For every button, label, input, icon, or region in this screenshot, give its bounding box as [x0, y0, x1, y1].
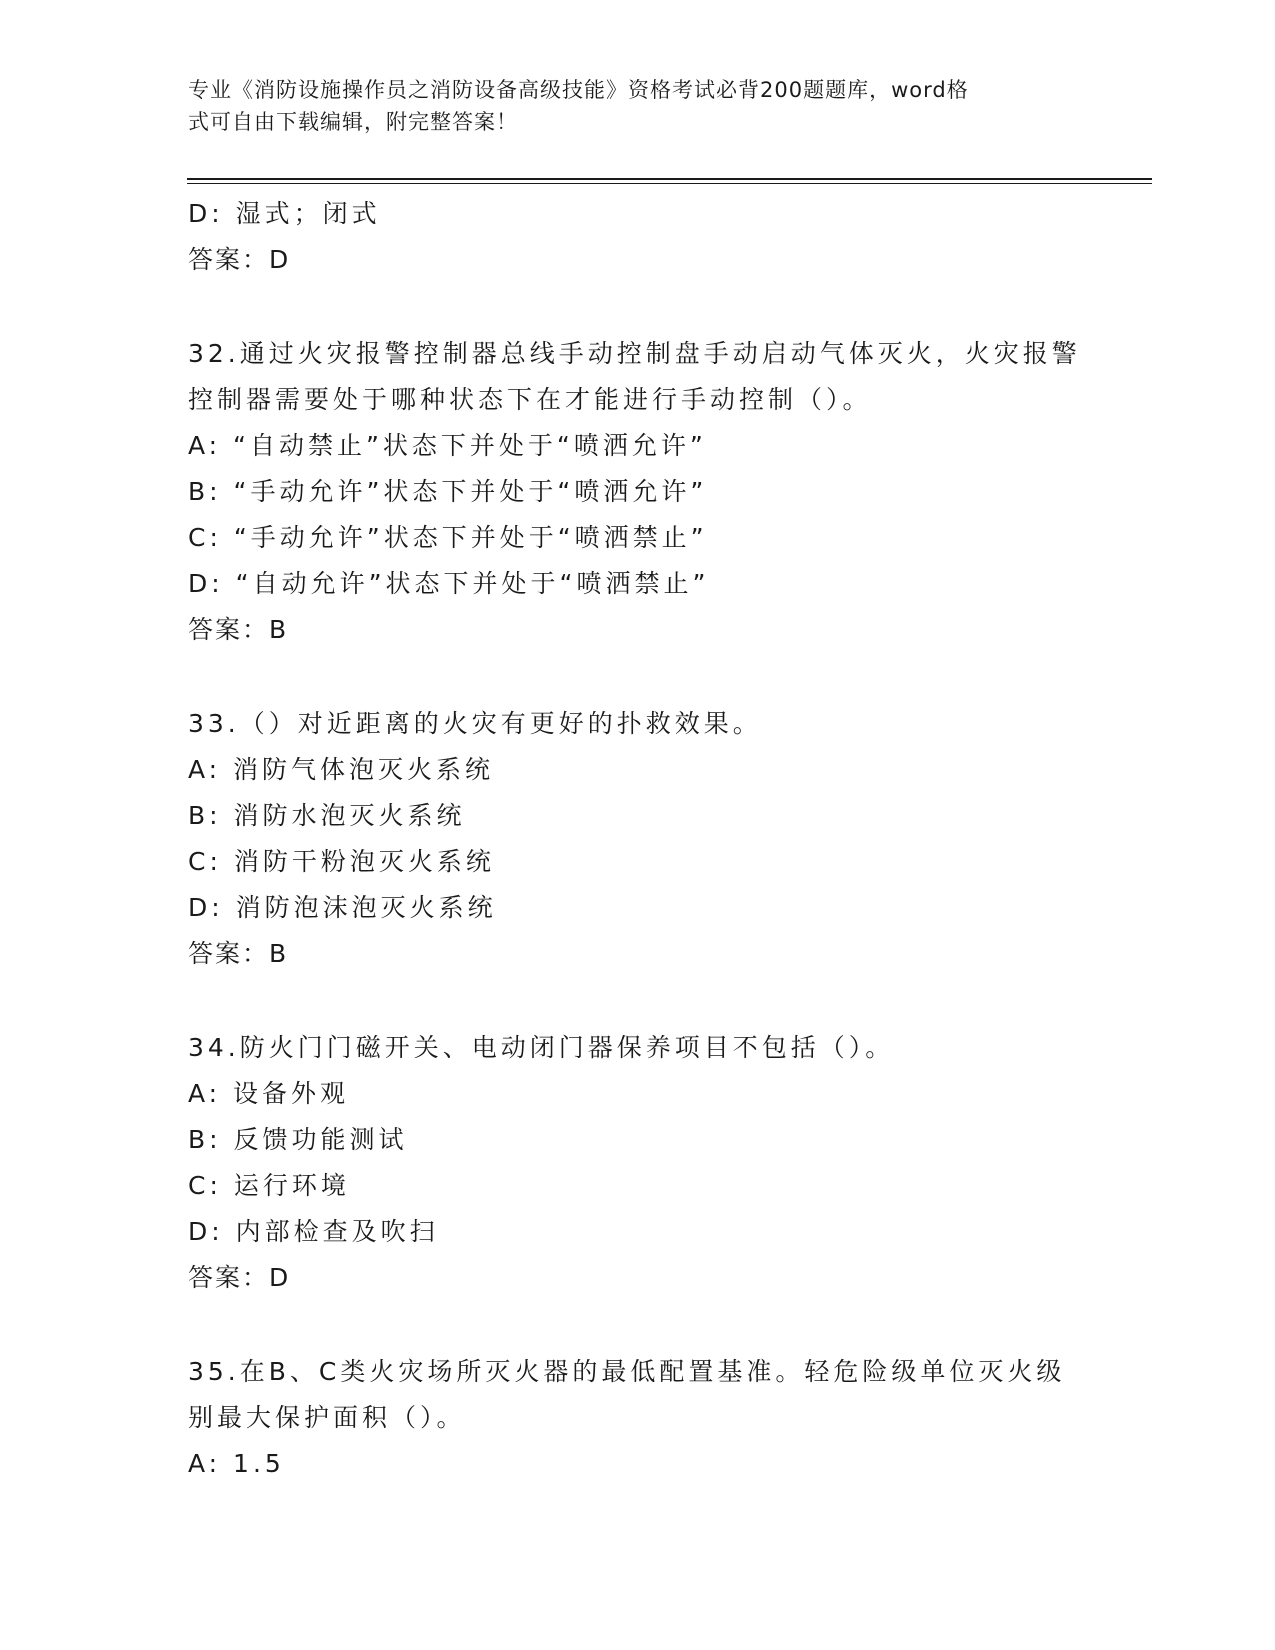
spacer — [188, 977, 1088, 1025]
answer-line: 答案：D — [188, 245, 291, 274]
header-divider-thin — [187, 183, 1152, 184]
option-d: D: 内部检查及吹扫 — [188, 1217, 439, 1246]
question-stem: 32.通过火灾报警控制器总线手动控制盘手动启动气体灭火，火灾报警 — [188, 339, 1081, 368]
question-32 — [188, 331, 1088, 653]
question-34 — [188, 1025, 1088, 1301]
option-d: D: “自动允许”状态下并处于“喷洒禁止” — [188, 569, 710, 598]
answer-line: 答案：B — [188, 939, 289, 968]
question-33 — [188, 701, 1088, 977]
option-b: B: 反馈功能测试 — [188, 1125, 408, 1154]
header-divider-thick — [187, 178, 1152, 180]
document-header — [188, 74, 1068, 138]
option-b: B: 消防水泡灭火系统 — [188, 801, 466, 830]
option-a: A: 设备外观 — [188, 1079, 350, 1108]
question-stem: 34.防火门门磁开关、电动闭门器保养项目不包括（）。 — [188, 1033, 895, 1062]
question-stem: 控制器需要处于哪种状态下在才能进行手动控制（）。 — [188, 385, 872, 414]
question-stem: 别最大保护面积（）。 — [188, 1403, 466, 1432]
header-line-2: 式可自由下载编辑，附完整答案！ — [188, 110, 518, 134]
option-a: A: 消防气体泡灭火系统 — [188, 755, 495, 784]
spacer — [188, 283, 1088, 331]
option-b: B: “手动允许”状态下并处于“喷洒允许” — [188, 477, 708, 506]
option-c: C: 消防干粉泡灭火系统 — [188, 847, 495, 876]
answer-line: 答案：B — [188, 615, 289, 644]
question-stem: 33.（）对近距离的火灾有更好的扑救效果。 — [188, 709, 762, 738]
option-a: A: “自动禁止”状态下并处于“喷洒允许” — [188, 431, 707, 460]
question-content — [188, 191, 1088, 1487]
question-35 — [188, 1349, 1088, 1487]
question-stem: 35.在B、C类火灾场所灭火器的最低配置基准。轻危险级单位灭火级 — [188, 1357, 1066, 1386]
header-line-1: 专业《消防设施操作员之消防设备高级技能》资格考试必背200题题库，word格 — [188, 78, 969, 102]
option-c: C: “手动允许”状态下并处于“喷洒禁止” — [188, 523, 708, 552]
answer-line: 答案：D — [188, 1263, 291, 1292]
option-d: D: 湿式；闭式 — [188, 199, 381, 228]
spacer — [188, 653, 1088, 701]
option-a: A: 1.5 — [188, 1449, 285, 1478]
spacer — [188, 1301, 1088, 1349]
option-c: C: 运行环境 — [188, 1171, 350, 1200]
option-d: D: 消防泡沫泡灭火系统 — [188, 893, 497, 922]
